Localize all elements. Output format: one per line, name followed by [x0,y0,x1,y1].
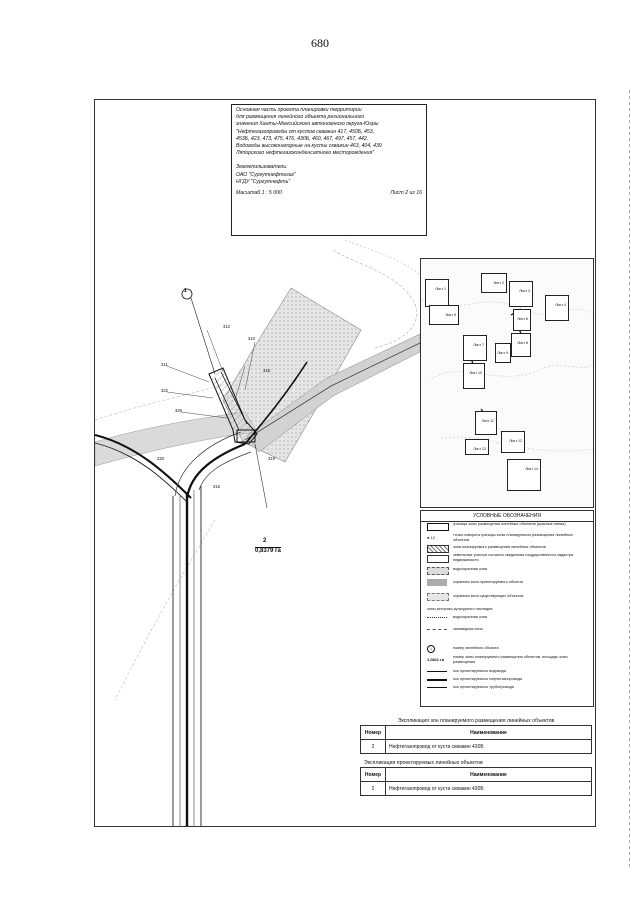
point-label: 325 [175,408,182,413]
legend-item: зона планируемого размещения линейных объектов [453,545,546,549]
reserve-zone-symbol [427,629,447,630]
legend-item: охранная зона существующих объектов [453,594,524,598]
legend-item: земельные участки согласно сведениям государственного кадастра недвижимости [453,553,574,562]
sheet-frame: Лист 14 [507,459,541,491]
sheet-frame: Лист 13 [465,439,489,455]
parcel-symbol [427,555,449,563]
title-line: Основная часть проекта планировки территории [236,107,362,113]
page-edge-dashes [629,90,630,870]
sheet-frame: Лист 5 [429,305,459,325]
legend-item: ось проектируемого трубопровода [453,685,514,689]
legend-title: УСЛОВНЫЕ ОБОЗНАЧЕНИЯ [421,511,593,522]
explication-tables [360,716,592,824]
page-number: 680 [311,36,329,50]
sheet-frame: Лист 6 [513,309,531,331]
contour-line [345,240,420,275]
pipe-axis-symbol [427,687,447,688]
legend-item: ось проектируемого нефтегазопровода [453,677,523,681]
title-line: Водоводы высоконапорные на кусты скважин 463, 404, 439 [236,143,382,150]
sheet-frame: Лист 7 [463,335,487,361]
point-label: 310 [248,336,255,341]
legend-item: номер зоны планируемого размещения объектов, площадь зоны размещения [453,655,568,664]
point-label: 319 [268,456,275,461]
point-label: 316 [213,484,220,489]
sheet-frame: Лист 10 [463,363,485,389]
row-name: Нефтегазопровод от куста скважин 430Б [386,740,592,754]
zones-table [360,725,592,754]
header-number: Номер [361,768,386,782]
zone-area: 0,8379 га [255,548,281,554]
water-pipe-axis-symbol [427,671,447,672]
map-sheet [94,99,596,827]
turn-point-symbol: ● 12 [427,535,435,540]
sheet-frame: Лист 1 [425,279,449,307]
sheet-label: Лист 2 из 16 [390,190,422,197]
legend-item: заповедная зона [453,627,483,631]
callout-leader [191,298,215,374]
scale-label: Масштаб 1 : 5 000 [236,190,282,197]
title-line: значения Ханты-Мансийского автономного округа-Югры [236,121,379,128]
sheet-frame: Лист 2 [481,273,507,293]
contour-line [115,520,215,700]
header-name: Наименование [386,768,592,782]
oil-pipe-axis-symbol [427,679,447,681]
sheet-frame: Лист 12 [501,431,525,453]
point-label: 318 [263,368,270,373]
title-line: 453Б, 423, 473, 475, 476, 430Б, 460, 467, 497, 457, 442. [236,135,369,142]
table-row [361,782,592,796]
legend-item: номер линейного объекта [453,646,499,650]
legend-item: водоохранная зона [453,615,487,619]
objects-table-caption: Экспликация проектируемых линейных объектов [364,760,483,766]
objects-table [360,767,592,796]
legend-item: зоны историко-культурного наследия [427,607,493,611]
header-name: Наименование [386,726,592,740]
title-line: для размещения линейного объекта регионального [236,114,365,121]
row-name: Нефтегазопровод от куста скважин 430Б [386,782,592,796]
title-line: Ляпорского нефтегазоконденсатного месторождения" [236,150,375,157]
water-zone-symbol [427,567,449,575]
point-label: 320 [157,456,164,461]
row-number: 2 [361,740,386,754]
point-label: 311 [161,362,168,367]
existing-protection-symbol [427,593,449,601]
point-label: 312 [223,324,230,329]
boundary-symbol [427,523,449,531]
zone-symbol [427,545,449,553]
overview-inset [420,258,594,508]
protection-zone-symbol [427,579,447,586]
header-number: Номер [361,726,386,740]
sheet-frame: Лист 9 [495,343,511,363]
water-zone-line-symbol [427,617,447,618]
table-row [361,740,592,754]
row-number: 2 [361,782,386,796]
object-number-label: 1 [184,288,187,294]
client-label: Землепользователь: [236,164,288,171]
legend-item: точка поворота границы зоны планируемого размещения линейных объектов [453,533,573,542]
point-label: 322 [161,388,168,393]
legend-item: граница зоны размещения линейных объектов (красные линии) [453,522,566,526]
client-line: ОАО "Сургутнефтегаз" [236,171,296,178]
zone-area-symbol: 1,0811 га [427,657,445,662]
legend-item: водоохранная зона [453,567,487,571]
title-block [231,104,427,236]
sheet-frame: Лист 11 [475,411,497,435]
zone-number: 2 [263,538,267,544]
sheet-frame: Лист 8 [511,333,531,357]
pipeline-junction [187,444,245,498]
title-line: "Нефтегазопроводы от кустов скважин 417, 450Б, 453, [236,128,375,135]
client-line: НГДУ "Сургутнефть" [236,178,291,185]
sheet-frame: Лист 4 [545,295,569,321]
legend-item: ось проектируемого водовода [453,669,506,673]
legend [420,510,594,707]
zone-leader [255,444,267,508]
zones-table-caption: Экспликация зон планируемого размещения линейных объектов [397,718,555,724]
object-number-symbol: 1 [427,645,435,653]
legend-item: охранная зона проектируемого объекта [453,580,524,584]
sheet-frame: Лист 3 [509,281,533,307]
